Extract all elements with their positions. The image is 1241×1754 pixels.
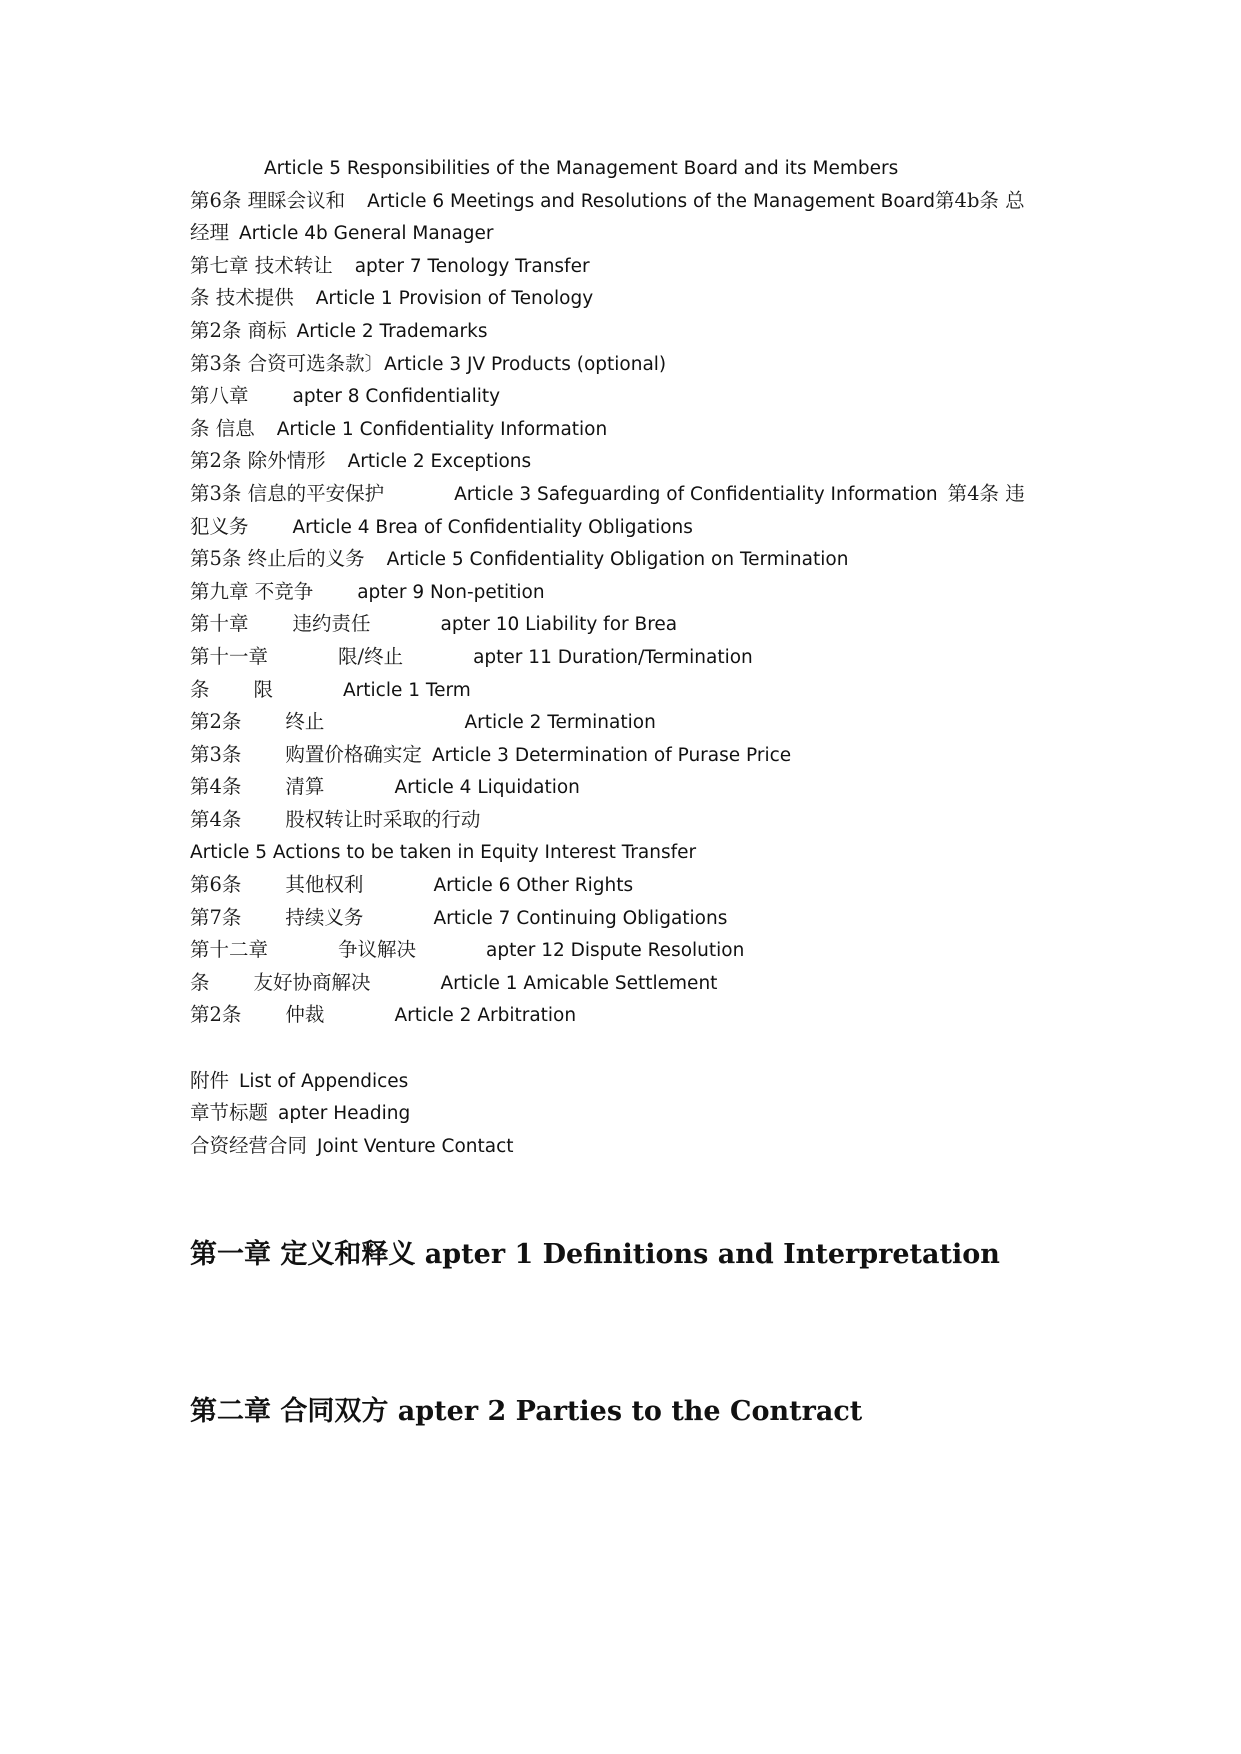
appendix-zh: 章节标题 [190,1101,269,1125]
toc-entry-zh: 第八章 [190,384,249,408]
toc-line [190,869,1090,902]
appendix-zh: 附件 [190,1068,230,1092]
toc-entry-zh: 第3条 信息的平安保护 [190,481,385,505]
toc-entry-zh-title: 清算 [285,775,325,799]
toc-entry-zh: 条 技术提供 [190,286,294,310]
toc-entry-en: Article 2 Exceptions [347,451,532,473]
toc-entry-en: Article 1 Term [343,679,471,701]
toc-line [190,836,1090,869]
toc-entry-en: Article 1 Amicable Settlement [440,972,718,994]
toc-entry-zh-title: 持续义务 [285,905,364,929]
toc-entry-zh: 条 信息 [190,416,255,440]
toc-entry-zh-title: 友好协商解决 [253,970,371,994]
toc-line [190,511,1090,544]
toc-entry-zh-title: 限/终止 [338,644,404,668]
toc-entry-zh-title: 其他权利 [285,873,364,897]
appendix-line [190,1130,1090,1163]
toc-entry-zh: 第4条 [190,775,242,799]
appendix-en: apter Heading [278,1103,411,1125]
toc-entry-zh-title: 限 [253,677,274,701]
toc-line [190,934,1090,967]
appendix-en: List of Appendices [239,1070,409,1092]
toc-entry-zh: 第十二章 [190,938,269,962]
toc-line [190,967,1090,1000]
toc-entry-zh-title: 争议解决 [338,938,417,962]
toc-entry-zh: 第5条 终止后的义务 [190,547,365,571]
toc-entry-zh: 第2条 [190,710,242,734]
toc-entry-en: Article 6 Meetings and Resolutions of the Management Board [367,190,936,212]
toc-entry-en: apter 8 Confidentiality [292,386,501,408]
toc-line [190,282,1090,315]
toc-entry-zh: 第九章 不竞争 [190,579,314,603]
toc-entry-zh: 条 [190,970,210,994]
toc-line [190,902,1090,935]
toc-line [190,380,1090,413]
toc-line [190,999,1090,1032]
toc-entry-en: Article 1 Confidentiality Information [276,418,608,440]
toc-line [190,250,1090,283]
toc-line [190,348,1090,381]
toc-entry-zh: 第七章 技术转让 [190,253,333,277]
toc-entry-en: Article 2 Arbitration [394,1005,577,1027]
toc-entry-zh: 条 [190,677,210,701]
toc-entry-en: Article 5 Actions to be taken in Equity Interest Transfer [190,842,697,864]
chapter-2-heading: 第二章 合同双方 apter 2 Parties to the Contract [190,1396,863,1427]
toc-entry-zh: 第6条 理睬会议和 [190,188,346,212]
chapter-1-heading: 第一章 定义和释义 apter 1 Definitions and Interpretation [190,1239,1000,1270]
toc-line [190,152,1090,185]
toc-entry-en: apter 9 Non-petition [357,581,545,603]
appendix-en: Joint Venture Contact [317,1135,514,1157]
toc-entry-zh-title: 违约责任 [292,612,371,636]
table-of-contents [190,152,1090,1162]
toc-entry-zh: 第3条 [190,742,242,766]
toc-entry-en: Article 6 Other Rights [433,875,634,897]
toc-line [190,445,1090,478]
appendix-zh: 合资经营合同 [190,1133,308,1157]
toc-entry-zh: 第2条 除外情形 [190,449,326,473]
toc-line [190,576,1090,609]
toc-entry-zh: 第2条 [190,1003,242,1027]
toc-entry-zh: 第3条 合资可选条款〕 [190,351,385,375]
toc-entry-zh: 第十章 [190,612,249,636]
toc-line [190,739,1090,772]
toc-entry-zh: 第十一章 [190,644,269,668]
toc-entry-en: apter 7 Tenology Transfer [354,255,590,277]
toc-entry-en: Article 2 Termination [464,712,656,734]
toc-entry-en: Article 5 Confidentiality Obligation on Termination [386,549,849,571]
toc-entry-en: Article 4 Liquidation [394,777,580,799]
toc-line [190,413,1090,446]
appendix-line [190,1065,1090,1098]
toc-entry-zh: 经理 [190,221,230,245]
toc-entry-en: Article 4 Brea of Confidentiality Obligations [292,516,693,538]
toc-entry-en: Article 3 Determination of Purase Price [431,744,792,766]
toc-entry-en: Article 2 Trademarks [296,320,488,342]
toc-line [190,217,1090,250]
appendix-line [190,1097,1090,1130]
toc-entry-en: apter 10 Liability for Brea [440,614,678,636]
toc-entry-zh: 第6条 [190,873,242,897]
toc-line [190,608,1090,641]
toc-line [190,674,1090,707]
toc-line [190,478,1090,511]
toc-entry-en: Article 3 JV Products (optional) [384,353,667,375]
toc-line [190,641,1090,674]
toc-entry-en: apter 11 Duration/Termination [473,646,753,668]
toc-line [190,543,1090,576]
toc-entry-zh-tail: 第4条 违 [947,481,1025,505]
toc-entry-zh: 第2条 商标 [190,318,287,342]
toc-entry-en: Article 1 Provision of Tenology [315,288,594,310]
toc-line [190,315,1090,348]
toc-entry-en: Article 7 Continuing Obligations [433,907,728,929]
toc-line [190,804,1090,837]
toc-entry-zh-title: 购置价格确实定 [285,742,422,766]
toc-entry-zh: 第7条 [190,905,242,929]
toc-entry-zh-title: 仲裁 [285,1003,325,1027]
toc-line [190,185,1090,218]
toc-line [190,771,1090,804]
toc-entry-zh: 第4条 [190,807,242,831]
toc-entry-zh: 犯义务 [190,514,249,538]
toc-entry-zh-title: 股权转让时采取的行动 [285,807,481,831]
toc-entry-zh-tail: 第4b条 总 [935,188,1025,212]
toc-entry-en: Article 4b General Manager [239,223,494,245]
toc-entry-en: apter 12 Dispute Resolution [486,940,745,962]
toc-entry-en: Article 3 Safeguarding of Confidentiality Information [454,483,938,505]
toc-line [190,706,1090,739]
toc-entry-zh-title: 终止 [285,710,325,734]
toc-entry-en: Article 5 Responsibilities of the Management Board and its Members [264,158,899,179]
